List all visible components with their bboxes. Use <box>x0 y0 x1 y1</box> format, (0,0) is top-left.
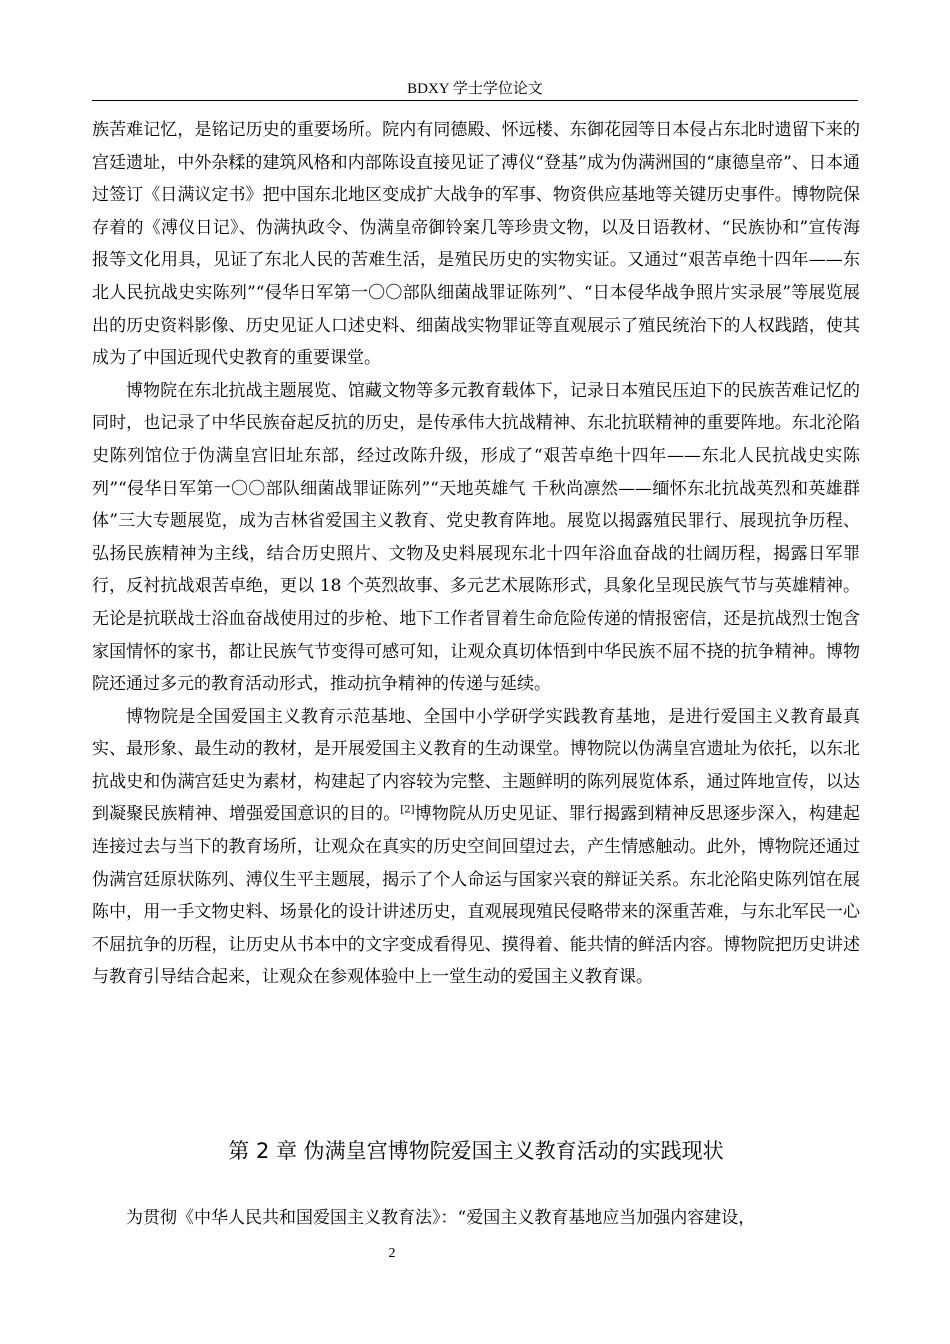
paragraph-3-text-before: 博物院是全国爱国主义教育示范基地、全国中小学研学实践教育基地，是进行爱国主义教育最真实、最形象、最生动的教材，是开展爱国主义教育的生动课堂。博物院以伪满皇宫遗址为依托，以东北抗战史和伪满宫廷史为素材，构建起了内容较为完整、主题鲜明的陈列展览体系，通过阵地宣传，以达到凝聚民族精神、增强爱国意识的目的。 <box>92 706 860 825</box>
paragraph-4: 为贯彻《中华人民共和国爱国主义教育法》：“爱国主义教育基地应当加强内容建设， <box>126 1208 756 1228</box>
header-rule <box>92 100 858 101</box>
citation-ref[interactable]: [2] <box>400 804 415 816</box>
page-number: 2 <box>388 1246 396 1261</box>
paragraph-1: 族苦难记忆，是铭记历史的重要场所。院内有同德殿、怀远楼、东御花园等日本侵占东北时遗留下来的宫廷遗址，中外杂糅的建筑风格和内部陈设直接见证了溥仪“登基”成为伪满洲国的“康德皇帝”、日本通过签订《日满议定书》把中国东北地区变成扩大战争的军事、物资供应基地等关键历史事件。博物院保存着的《溥仪日记》、伪满执政令、伪满皇帝御铃案几等珍贵文物，以及日语教材、“民族协和”宣传海报等文化用具，见证了东北人民的苦难生活，是殖民历史的实物实证。又通过“艰苦卓绝十四年——东北人民抗战史实陈列”“侵华日军第一〇〇部队细菌战罪证陈列”、“日本侵华战争照片实录展”等展览展出的历史资料影像、历史见证人口述史料、细菌战实物罪证等直观展示了殖民统治下的人权践踏，使其成为了中国近现代史教育的重要课堂。 <box>92 120 860 369</box>
page-header: BDXY 学士学位论文 <box>407 81 543 97</box>
paragraph-2: 博物院在东北抗战主题展览、馆藏文物等多元教育载体下，记录日本殖民压迫下的民族苦难记忆的同时，也记录了中华民族奋起反抗的历史，是传承伟大抗战精神、东北抗联精神的重要阵地。东北沦陷史陈列馆位于伪满皇宫旧址东部，经过改陈升级，形成了“艰苦卓绝十四年——东北人民抗战史实陈列”“侵华日军第一〇〇部队细菌战罪证陈列”“天地英雄气 千秋尚凛然——缅怀东北抗战英烈和英雄群体”三大专题展览，成为吉林省爱国主义教育、党史教育阵地。展览以揭露殖民罪行、展现抗争历程、弘扬民族精神为主线，结合历史照片、文物及史料展现东北十四年浴血奋战的壮阔历程，揭露日军罪行，反衬抗战艰苦卓绝，更以 18 个英烈故事、多元艺术展陈形式，具象化呈现民族气节与英雄精神。无论是抗联战士浴血奋战使用过的步枪、地下工作者冒着生命危险传递的情报密信，还是抗战烈士饱含家国情怀的家书，都让民族气节变得可感可知，让观众真切体悟到中华民族不屈不挠的抗争精神。博物院还通过多元的教育活动形式，推动抗争精神的传递与延续。 <box>92 380 860 695</box>
paragraph-3-text-after: 博物院从历史见证、罪行揭露到精神反思逐步深入，构建起连接过去与当下的教育场所，让观众在真实的历史空间回望过去，产生情感触动。此外，博物院还通过伪满宫廷原状陈列、溥仪生平主题展，揭示了个人命运与国家兴衰的辩证关系。东北沦陷史陈列馆在展陈中，用一手文物史料、场景化的设计讲述历史，直观展现殖民侵略带来的深重苦难，与东北军民一心不屈抗争的历程，让历史从书本中的文字变成看得见、摸得着、能共情的鲜活内容。博物院把历史讲述与教育引导结合起来，让观众在参观体验中上一堂生动的爱国主义教育课。 <box>92 804 861 988</box>
body-text <box>92 114 860 994</box>
chapter-heading: 第 2 章 伪满皇宫博物院爱国主义教育活动的实践现状 <box>228 1139 724 1163</box>
paragraph-3 <box>92 701 860 994</box>
